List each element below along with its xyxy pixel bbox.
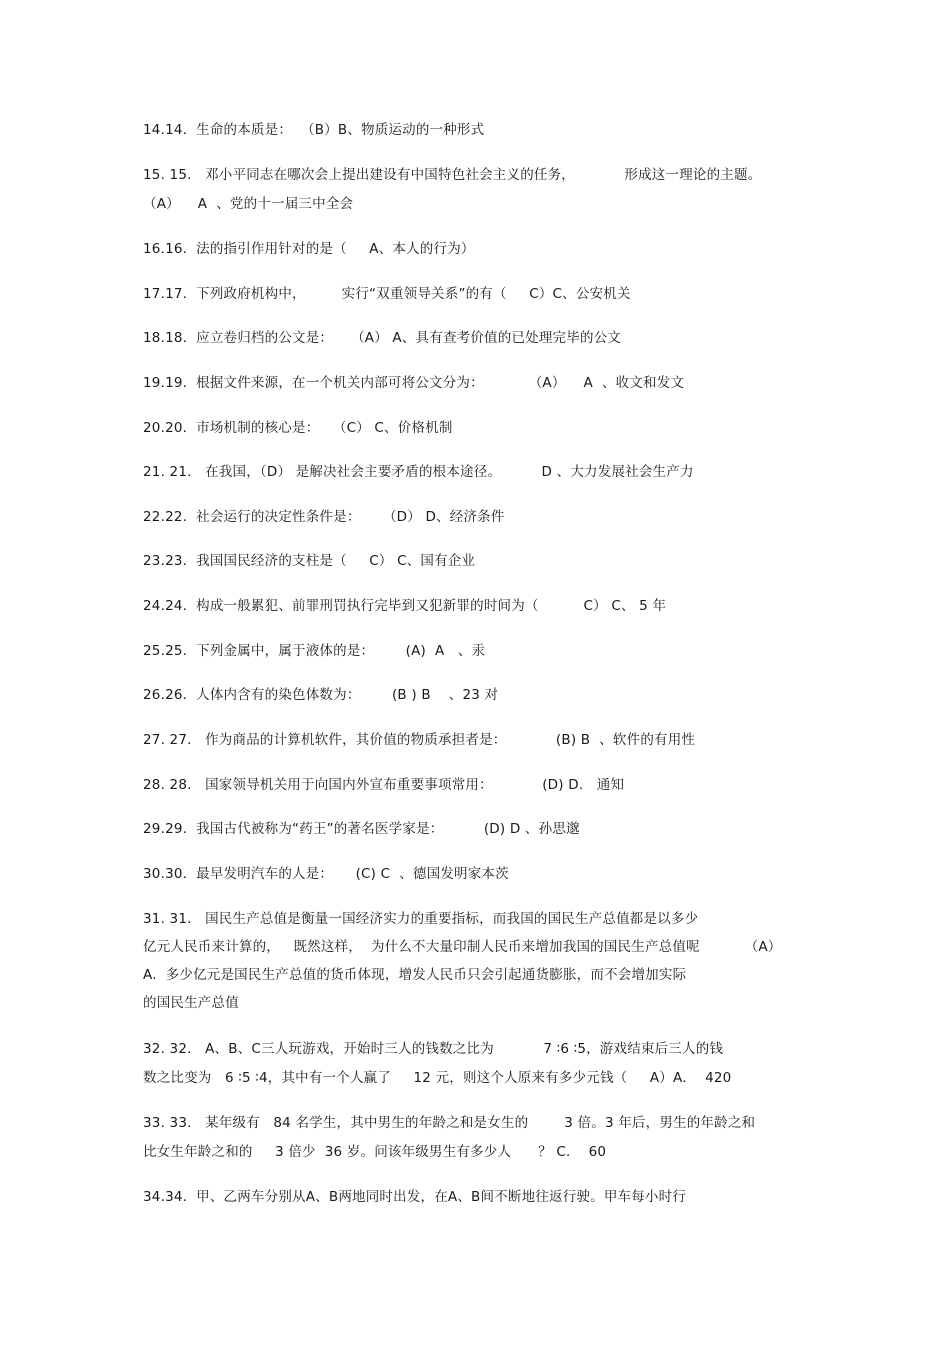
question-line: 22.22. 社会运行的决定性条件是： （D） D、经济条件	[143, 509, 505, 525]
question-line: 17.17. 下列政府机构中， 实行“双重领导关系”的有（ C）C、公安机关	[143, 286, 631, 302]
question-continuation-line: A. 多少亿元是国民生产总值的货币体现，增发人民币只会引起通货膨胀，而不会增加实际	[143, 967, 687, 983]
question-line: 28. 28. 国家领导机关用于向国内外宣布重要事项常用： (D) D. 通知	[143, 777, 625, 793]
question-continuation-line: 亿元人民币来计算的， 既然这样， 为什么不大量印制人民币来增加我国的国民生产总值呢 （A）	[143, 939, 782, 955]
question-line: 15. 15. 邓小平同志在哪次会上提出建设有中国特色社会主义的任务， 形成这一理论的主题。	[143, 167, 762, 183]
question-line: 24.24. 构成一般累犯、前罪刑罚执行完毕到又犯新罪的时间为（ C） C、 5 年	[143, 598, 667, 614]
question-continuation-line: 比女生年龄之和的 3 倍少 36 岁。问该年级男生有多少人 ？ C． 60	[143, 1144, 607, 1160]
question-line: 16.16. 法的指引作用针对的是（ A、本人的行为）	[143, 241, 475, 257]
question-line: 26.26. 人体内含有的染色体数为： (B ) B 、23 对	[143, 687, 499, 703]
question-continuation-line: 的国民生产总值	[143, 995, 239, 1011]
question-line: 25.25. 下列金属中，属于液体的是： (A) A 、汞	[143, 643, 486, 659]
question-line: 31. 31. 国民生产总值是衡量一国经济实力的重要指标，而我国的国民生产总值都是以多少	[143, 911, 699, 927]
question-line: 30.30. 最早发明汽车的人是： (C) C 、德国发明家本茨	[143, 866, 509, 882]
question-line: 19.19. 根据文件来源，在一个机关内部可将公文分为： （A） A 、收文和发文	[143, 375, 685, 391]
question-line: 21. 21. 在我国，（D） 是解决社会主要矛盾的根本途径。 D 、大力发展社会生产力	[143, 464, 694, 480]
question-line: 20.20. 市场机制的核心是： （C） C、价格机制	[143, 420, 453, 436]
question-line: 33. 33. 某年级有 84 名学生，其中男生的年龄之和是女生的 3 倍。3 年后，男生的年龄之和	[143, 1115, 756, 1131]
question-line: 23.23. 我国国民经济的支柱是（ C） C、国有企业	[143, 553, 476, 569]
question-continuation-line: 数之比变为 6 ∶5 ∶4，其中有一个人赢了 12 元，则这个人原来有多少元钱（ A）A． 420	[143, 1070, 732, 1086]
question-line: 32. 32. A、B、C三人玩游戏，开始时三人的钱数之比为 7 ∶6 ∶5，游戏结束后三人的钱	[143, 1041, 724, 1057]
question-line: 29.29. 我国古代被称为“药王”的著名医学家是： (D) D 、孙思邈	[143, 821, 580, 837]
question-line: 27. 27. 作为商品的计算机软件，其价值的物质承担者是： (B) B 、软件的有用性	[143, 732, 696, 748]
question-line: 18.18. 应立卷归档的公文是： （A） A、具有查考价值的已处理完毕的公文	[143, 330, 622, 346]
question-line: 34.34. 甲、乙两车分别从A、B两地同时出发，在A、B间不断地往返行驶。甲车每小时行	[143, 1189, 687, 1205]
question-line: 14.14. 生命的本质是： （B）B、物质运动的一种形式	[143, 122, 485, 138]
question-continuation-line: （A） A 、党的十一届三中全会	[143, 196, 354, 212]
